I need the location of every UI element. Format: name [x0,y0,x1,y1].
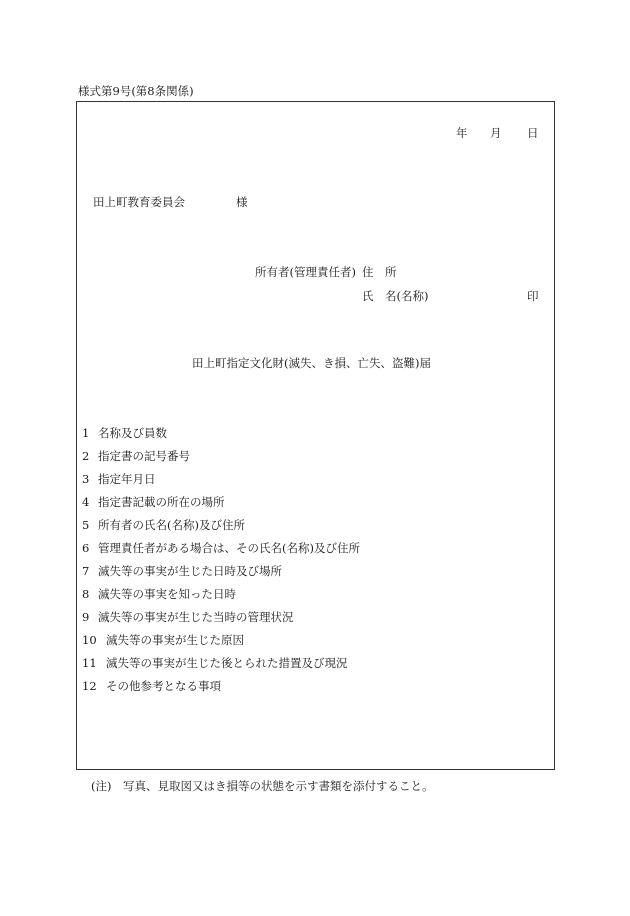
item-number: 10 [82,633,97,647]
date-day-label: 日 [527,126,539,140]
address-label: 住 所 [362,265,397,279]
item-text: 滅失等の事実が生じた日時及び場所 [98,564,282,578]
list-item [82,471,360,494]
item-text: 指定書記載の所在の場所 [98,495,225,509]
list-item [82,494,360,517]
item-text: 指定書の記号番号 [98,449,190,463]
item-number: 6 [82,541,90,555]
addressee-honorific: 様 [236,195,248,209]
item-number: 2 [82,449,90,463]
item-number: 1 [82,426,90,440]
item-number: 4 [82,495,90,509]
item-text: その他参考となる事項 [106,679,221,693]
list-item [82,425,360,448]
item-number: 5 [82,518,90,532]
form-number-label: 様式第9号(第8条関係) [78,84,194,98]
footnote-text: 写真、見取図又はき損等の状態を示す書類を添付すること。 [123,779,434,793]
item-number: 3 [82,472,90,486]
item-text: 滅失等の事実が生じた当時の管理状況 [98,610,294,624]
item-text: 滅失等の事実が生じた後とられた措置及び現況 [106,656,348,670]
date-month-label: 月 [490,126,502,140]
owner-label: 所有者(管理責任者) [255,265,356,279]
name-label: 氏 名(名称) [362,289,429,303]
list-item [82,448,360,471]
item-text: 所有者の氏名(名称)及び住所 [98,518,245,532]
seal-mark: 印 [527,289,539,303]
item-number: 8 [82,587,90,601]
list-item [82,678,360,701]
date-year-label: 年 [456,126,468,140]
list-item [82,517,360,540]
item-text: 名称及び員数 [98,426,167,440]
addressee-name: 田上町教育委員会 [93,195,185,209]
list-item [82,563,360,586]
item-text: 管理責任者がある場合は、その氏名(名称)及び住所 [98,541,360,555]
item-number: 7 [82,564,90,578]
item-number: 11 [82,656,97,670]
item-list [82,425,360,701]
item-text: 指定年月日 [98,472,156,486]
list-item [82,632,360,655]
item-text: 滅失等の事実が生じた原因 [106,633,244,647]
list-item [82,586,360,609]
document-title: 田上町指定文化財(滅失、き損、亡失、盗難)届 [192,356,431,370]
footnote-mark: (注) [91,779,112,793]
item-number: 12 [82,679,97,693]
list-item [82,655,360,678]
item-number: 9 [82,610,90,624]
item-text: 滅失等の事実を知った日時 [98,587,236,601]
list-item [82,609,360,632]
footnote [91,778,434,794]
list-item [82,540,360,563]
